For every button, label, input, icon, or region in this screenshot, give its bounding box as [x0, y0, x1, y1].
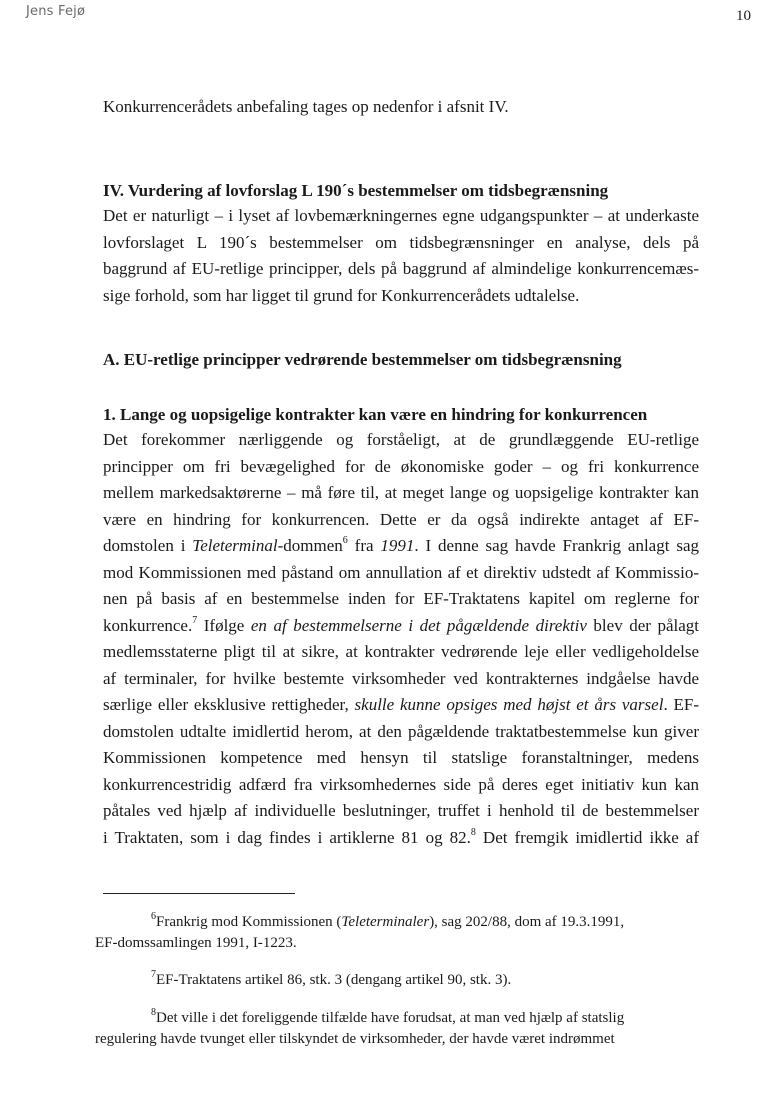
footnote-separator [103, 893, 295, 894]
footnote-line [95, 1008, 675, 1029]
text-run: konkurrence. [103, 615, 193, 635]
footnote-mark: 6 [151, 911, 156, 922]
text-line [103, 825, 699, 852]
text-run: særlige eller eksklusive rettigheder, [103, 695, 355, 714]
text-run: domstolen i [103, 536, 193, 555]
section-a-heading: A. EU-retlige principper vedrørende bestemmelser om tidsbegrænsning [103, 350, 622, 369]
text-line: nen på basis af en bestemmelse inden for EF-Traktatens kapitel om reglerne for [103, 589, 699, 608]
text-run: ), sag 202/88, dom af 19.3.1991, [429, 914, 625, 930]
text-line: baggrund af EU-retlige principper, dels på baggrund af almindelige konkurrencemæs- [103, 259, 699, 278]
case-name-italic: Teleterminaler [341, 914, 430, 930]
text-run: blev der pålagt [586, 615, 700, 635]
text-run: Det fremgik imidlertid ikke af [475, 827, 699, 847]
footnote-line: EF-domssamlingen 1991, I-1223. [95, 935, 297, 951]
text-run: Ifølge [197, 615, 251, 635]
section-1 [103, 403, 699, 851]
text-run: EF-Traktatens artikel 86, stk. 3 (dengang artikel 90, stk. 3). [156, 972, 512, 988]
footnote-7 [95, 970, 675, 991]
text-line: konkurrencestridig adfærd fra virksomhedernes side på deres eget initiativ kun kan [103, 774, 699, 794]
text-run: -dommen [277, 536, 343, 555]
text-line [103, 692, 699, 719]
footnote-line: regulering havde tvunget eller tilskyndet de virksomheder, der havde været indrømmet [95, 1031, 615, 1047]
text-run: . I denne sag havde Frankrig anlagt sag [414, 536, 699, 555]
section-iv-heading: IV. Vurdering af lovforslag L 190´s bestemmelser om tidsbegrænsning [103, 181, 609, 200]
emphasis-italic: en af bestemmelserne i det pågældende direktiv [250, 615, 587, 635]
section-iv-paragraph [103, 203, 699, 309]
running-header-author: Jens Fejø [26, 4, 86, 19]
text-line: principper om fri bevægelighed for de økonomiske goder – og fri konkurrence [103, 456, 699, 476]
text-run: fra [347, 536, 381, 555]
text-line [103, 533, 699, 560]
text-line: Det forekommer nærliggende og forståeligt, at de grundlæggende EU-retlige [103, 430, 699, 449]
text-line: Kommissionen kompetence med hensyn til statslige foranstaltninger, medens [103, 748, 699, 767]
section-1-heading: 1. Lange og uopsigelige kontrakter kan være en hindring for konkurrencen [103, 405, 648, 424]
text-run: Det ville i det foreliggende tilfælde have forudsat, at man ved hjælp af statslig [156, 1010, 625, 1026]
text-line: Det er naturligt – i lyset af lovbemærkningernes egne udgangspunkter – at underkaste [103, 206, 699, 225]
footnote-ref-8[interactable]: 8 [470, 826, 476, 838]
footnote-ref-6[interactable]: 6 [342, 535, 348, 547]
text-run: . EF- [663, 695, 700, 714]
footnote-ref-7[interactable]: 7 [192, 614, 198, 626]
footnote-line [95, 912, 675, 933]
text-run: i Traktaten, som i dag findes i artiklerne 81 og 82. [103, 827, 471, 847]
text-line [103, 613, 699, 640]
section-a [103, 348, 699, 372]
footnote-mark: 7 [151, 969, 156, 980]
text-line: medlemsstaterne pligt til at sikre, at kontrakter vedrørende leje eller vedligeholdelse [103, 642, 699, 661]
text-line: af terminaler, for hvilke bestemte virksomheder ved kontrakternes indgåelse havde [103, 668, 699, 688]
case-name-italic: Teleterminal [192, 536, 278, 555]
text-line: sige forhold, som har ligget til grund for Konkurrencerådets udtalelse. [103, 285, 580, 305]
text-line: mod Kommissionen med påstand om annullation af et direktiv udstedt af Kommissio- [103, 562, 699, 582]
footnote-mark: 8 [151, 1007, 156, 1018]
text-line: domstolen udtalte imidlertid herom, at den pågældende traktatbestemmelse kun giver [103, 721, 699, 741]
year-italic: 1991 [380, 536, 415, 555]
footnote-8 [95, 1008, 675, 1050]
text-run: Frankrig mod Kommissionen ( [156, 914, 342, 930]
emphasis-italic: skulle kunne opsiges med højst et års varsel [354, 695, 664, 714]
section-1-paragraph [103, 427, 699, 851]
intro-paragraph: Konkurrencerådets anbefaling tages op nedenfor i afsnit IV. [103, 97, 509, 116]
text-line: mellem markedsaktørerne – må føre til, at meget lange og uopsigelige kontrakter kan [103, 483, 699, 502]
footnote-6 [95, 912, 675, 954]
section-iv [103, 179, 699, 309]
text-line: påtales ved hjælp af individuelle beslutninger, truffet i henhold til de bestemmelser [103, 801, 699, 820]
footnote-line [95, 970, 675, 991]
page-number: 10 [736, 8, 751, 24]
text-line: lovforslaget L 190´s bestemmelser om tidsbegrænsninger en analyse, dels på [103, 232, 699, 252]
text-line: være en hindring for konkurrencen. Dette er da også indirekte antaget af EF- [103, 509, 699, 529]
